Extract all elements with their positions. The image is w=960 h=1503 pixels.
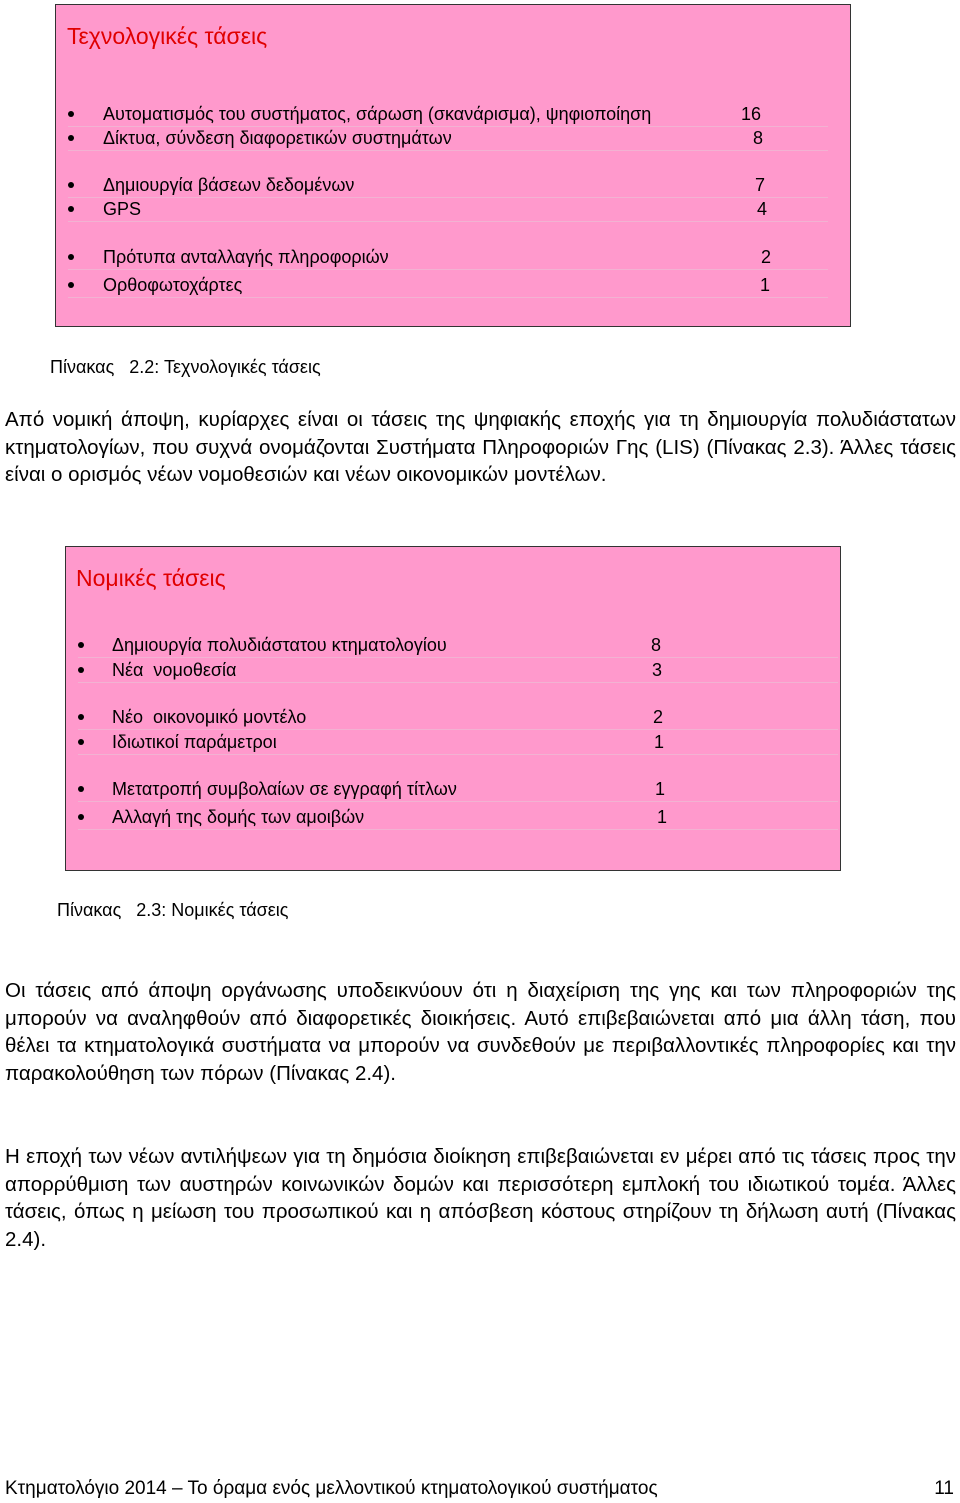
row-label: Πρότυπα ανταλλαγής πληροφοριών — [103, 247, 389, 267]
legal-trends-title: Νομικές τάσεις — [76, 565, 226, 591]
bullet-icon — [78, 814, 84, 820]
table-row — [68, 273, 828, 298]
table-row — [68, 102, 828, 127]
row-label: Δημιουργία βάσεων δεδομένων — [103, 175, 355, 195]
bullet-icon — [78, 786, 84, 792]
bullet-icon — [78, 739, 84, 745]
row-label: Αλλαγή της δομής των αμοιβών — [112, 807, 365, 827]
row-label: GPS — [103, 199, 142, 219]
row-value: 7 — [755, 175, 766, 195]
body-paragraph: Οι τάσεις από άποψη οργάνωσης υποδεικνύουν ότι η διαχείριση της γης και των πληροφοριών της μπορούν να αναληφθούν από διαφορετικές διοικήσεις. Αυτό επιβεβαιώνεται από μια άλλη τάση, που θέλει τα κτηματολογικά συστήματα να μπορούν να συνδεθούν με περιβαλλοντικές πληροφορίες και την παρακολούθηση των πόρων (Πίνακας 2.4). — [5, 979, 956, 1086]
bullet-icon — [78, 642, 84, 648]
row-value: 3 — [652, 660, 663, 680]
bullet-icon — [78, 714, 84, 720]
table-row — [68, 197, 828, 222]
table-row — [68, 245, 828, 270]
bullet-icon — [68, 206, 74, 212]
body-paragraph: Η εποχή των νέων αντιλήψεων για τη δημόσια διοίκηση επιβεβαιώνεται εν μέρει από τις τάσεις προς την απορρύθμιση των αυστηρών κοινωνικών δομών και περισσότερη εμπλοκή του ιδιωτικού τομέα. Άλλες τάσεις, όπως η μείωση του προσωπικού και η απόσβεση κόστους στηρίζουν τη δήλωση αυτή (Πίνακας 2.4). — [5, 1145, 956, 1252]
row-value: 2 — [653, 707, 664, 727]
table-row — [78, 777, 838, 802]
row-value: 8 — [651, 635, 662, 655]
page-footer-title: Κτηματολόγιο 2014 – Το όραμα ενός μελλοντικού κτηματολογικού συστήματος — [5, 1478, 658, 1499]
row-label: Ορθοφωτοχάρτες — [103, 275, 243, 295]
row-label: Δημιουργία πολυδιάστατου κτηματολογίου — [112, 635, 447, 655]
table-row — [78, 633, 838, 658]
row-value: 1 — [655, 779, 666, 799]
row-value: 8 — [753, 128, 764, 148]
tech-trends-box — [55, 4, 851, 327]
row-label: Δίκτυα, σύνδεση διαφορετικών συστημάτων — [103, 128, 452, 148]
table-row — [78, 658, 838, 683]
row-value: 16 — [741, 104, 762, 124]
table-caption: Πίνακας 2.3: Νομικές τάσεις — [57, 900, 289, 920]
body-paragraph: Από νομική άποψη, κυρίαρχες είναι οι τάσεις της ψηφιακής εποχής για τη δημιουργία πολυδιάστατων κτηματολογίων, που συχνά ονομάζονται Συστήματα Πληροφοριών Γης (LIS) (Πίνακας 2.3). Άλλες τάσεις είναι ο ορισμός νέων νομοθεσιών και νέων οικονομικών μοντέλων. — [5, 408, 956, 487]
tech-trends-title: Τεχνολογικές τάσεις — [67, 23, 268, 49]
table-caption: Πίνακας 2.2: Τεχνολογικές τάσεις — [50, 357, 321, 377]
table-row — [68, 173, 828, 198]
row-label: Αυτοματισμός του συστήματος, σάρωση (σκανάρισμα), ψηφιοποίηση — [103, 104, 652, 124]
bullet-icon — [68, 282, 74, 288]
bullet-icon — [78, 667, 84, 673]
row-value: 2 — [761, 247, 772, 267]
row-value: 1 — [654, 732, 665, 752]
row-value: 1 — [760, 275, 771, 295]
row-value: 1 — [657, 807, 668, 827]
legal-trends-box — [65, 546, 841, 871]
bullet-icon — [68, 111, 74, 117]
table-row — [78, 805, 838, 830]
table-row — [68, 126, 828, 151]
bullet-icon — [68, 182, 74, 188]
row-label: Νέα νομοθεσία — [112, 660, 237, 680]
table-row — [78, 730, 838, 755]
row-value: 4 — [757, 199, 768, 219]
table-row — [78, 705, 838, 730]
page-number: 11 — [934, 1478, 954, 1499]
row-label: Νέο οικονομικό μοντέλο — [112, 707, 307, 727]
bullet-icon — [68, 254, 74, 260]
row-label: Μετατροπή συμβολαίων σε εγγραφή τίτλων — [112, 779, 457, 799]
row-label: Ιδιωτικοί παράμετροι — [112, 732, 277, 752]
bullet-icon — [68, 135, 74, 141]
